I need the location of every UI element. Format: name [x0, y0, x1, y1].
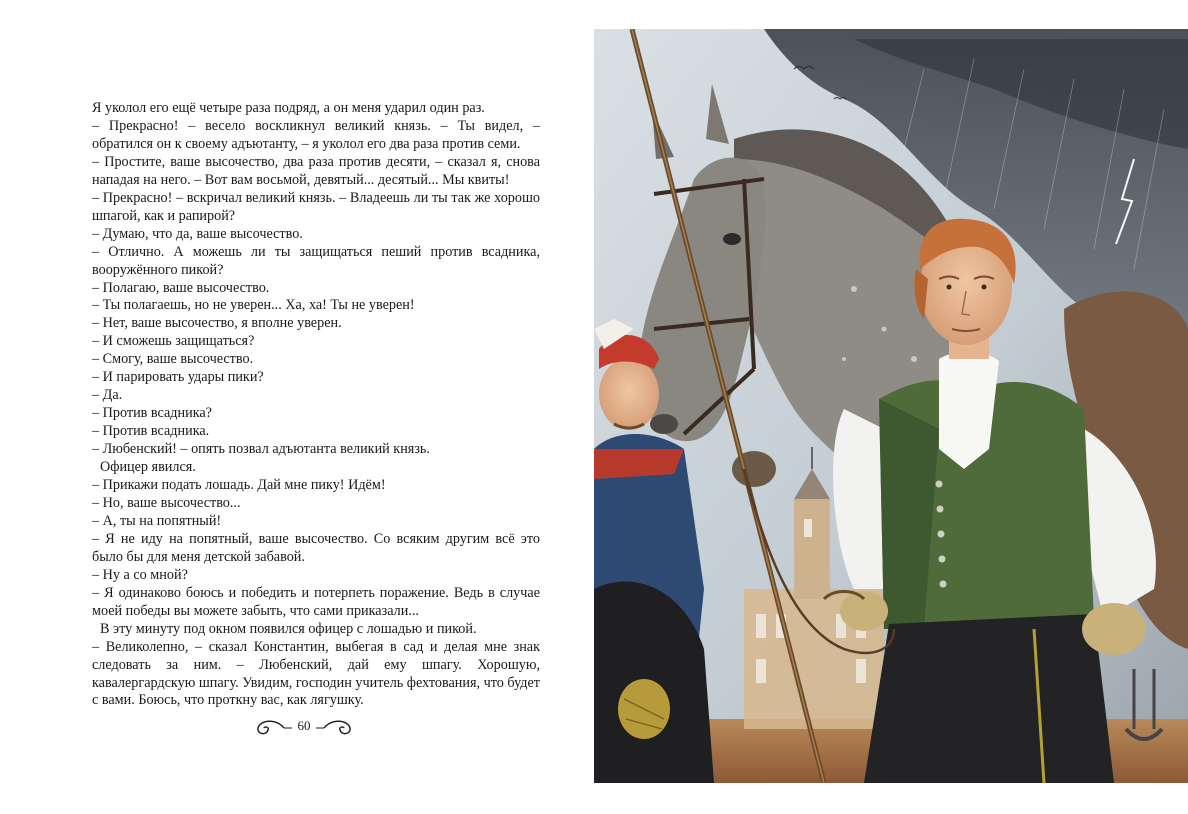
paragraph: – Смогу, ваше высочество.	[92, 351, 254, 368]
story-illustration	[594, 29, 1188, 783]
story-text	[92, 100, 540, 710]
paragraph: – Ну а со мной?	[92, 566, 188, 583]
paragraph: – Я одинаково боюсь и победить и потерпеть поражение. Ведь в случае моей победы вы можете забыть, что сами приказали...	[92, 584, 540, 619]
paragraph: В эту минуту под окном появился офицер с лошадью и пикой.	[100, 620, 477, 637]
paragraph: – Да.	[92, 387, 123, 404]
paragraph: – Прекрасно! – вскричал великий князь. – Владеешь ли ты так же хорошо шпагой, как и рапирой?	[92, 189, 540, 224]
paragraph: – Отлично. А можешь ли ты защищаться пеший против всадника, вооружённого пикой?	[92, 243, 540, 278]
paragraph: – Великолепно, – сказал Константин, выбегая в сад и делая мне знак следовать за ним. – Любенский, дай ему шпагу. Хорошую, кавалергардскую шпагу. Увидим, господин учитель фехтования, что будет с вами. Боюсь, что проткну вас, как лягушку.	[92, 638, 540, 709]
paragraph: – Думаю, что да, ваше высочество.	[92, 225, 303, 242]
paragraph: – А, ты на попятный!	[92, 512, 222, 529]
paragraph: Офицер явился.	[100, 459, 196, 476]
paragraph: – Любенский! – опять позвал адъютанта великий князь.	[92, 441, 430, 458]
page-number-ornament	[254, 714, 354, 740]
paragraph: – Нет, ваше высочество, я вполне уверен.	[92, 315, 342, 332]
paragraph: – Полагаю, ваше высочество.	[92, 279, 270, 296]
paragraph: – Простите, ваше высочество, два раза против десяти, – сказал я, снова нападая на него. – Вот вам восьмой, девятый... десятый... Мы квиты!	[92, 153, 540, 188]
page-number: 60	[297, 718, 311, 733]
paragraph: – Против всадника.	[92, 423, 210, 440]
paragraph: – Против всадника?	[92, 405, 212, 422]
paragraph: – И парировать удары пики?	[92, 369, 264, 386]
paragraph: – Но, ваше высочество...	[92, 494, 241, 511]
paragraph: – Прикажи подать лошадь. Дай мне пику! Идём!	[92, 477, 386, 494]
paragraph: – Ты полагаешь, но не уверен... Ха, ха! Ты не уверен!	[92, 297, 415, 314]
paragraph: – Я не иду на попятный, ваше высочество. Со всяким другим всё это было бы для меня детской забавой.	[92, 530, 540, 565]
paragraph: – Прекрасно! – весело воскликнул великий князь. – Ты видел, – обратился он к своему адъютанту, – я уколол его два раза против семи.	[92, 117, 540, 152]
paragraph: – И сможешь защищаться?	[92, 333, 255, 350]
paragraph: Я уколол его ещё четыре раза подряд, а он меня ударил один раз.	[92, 100, 485, 116]
